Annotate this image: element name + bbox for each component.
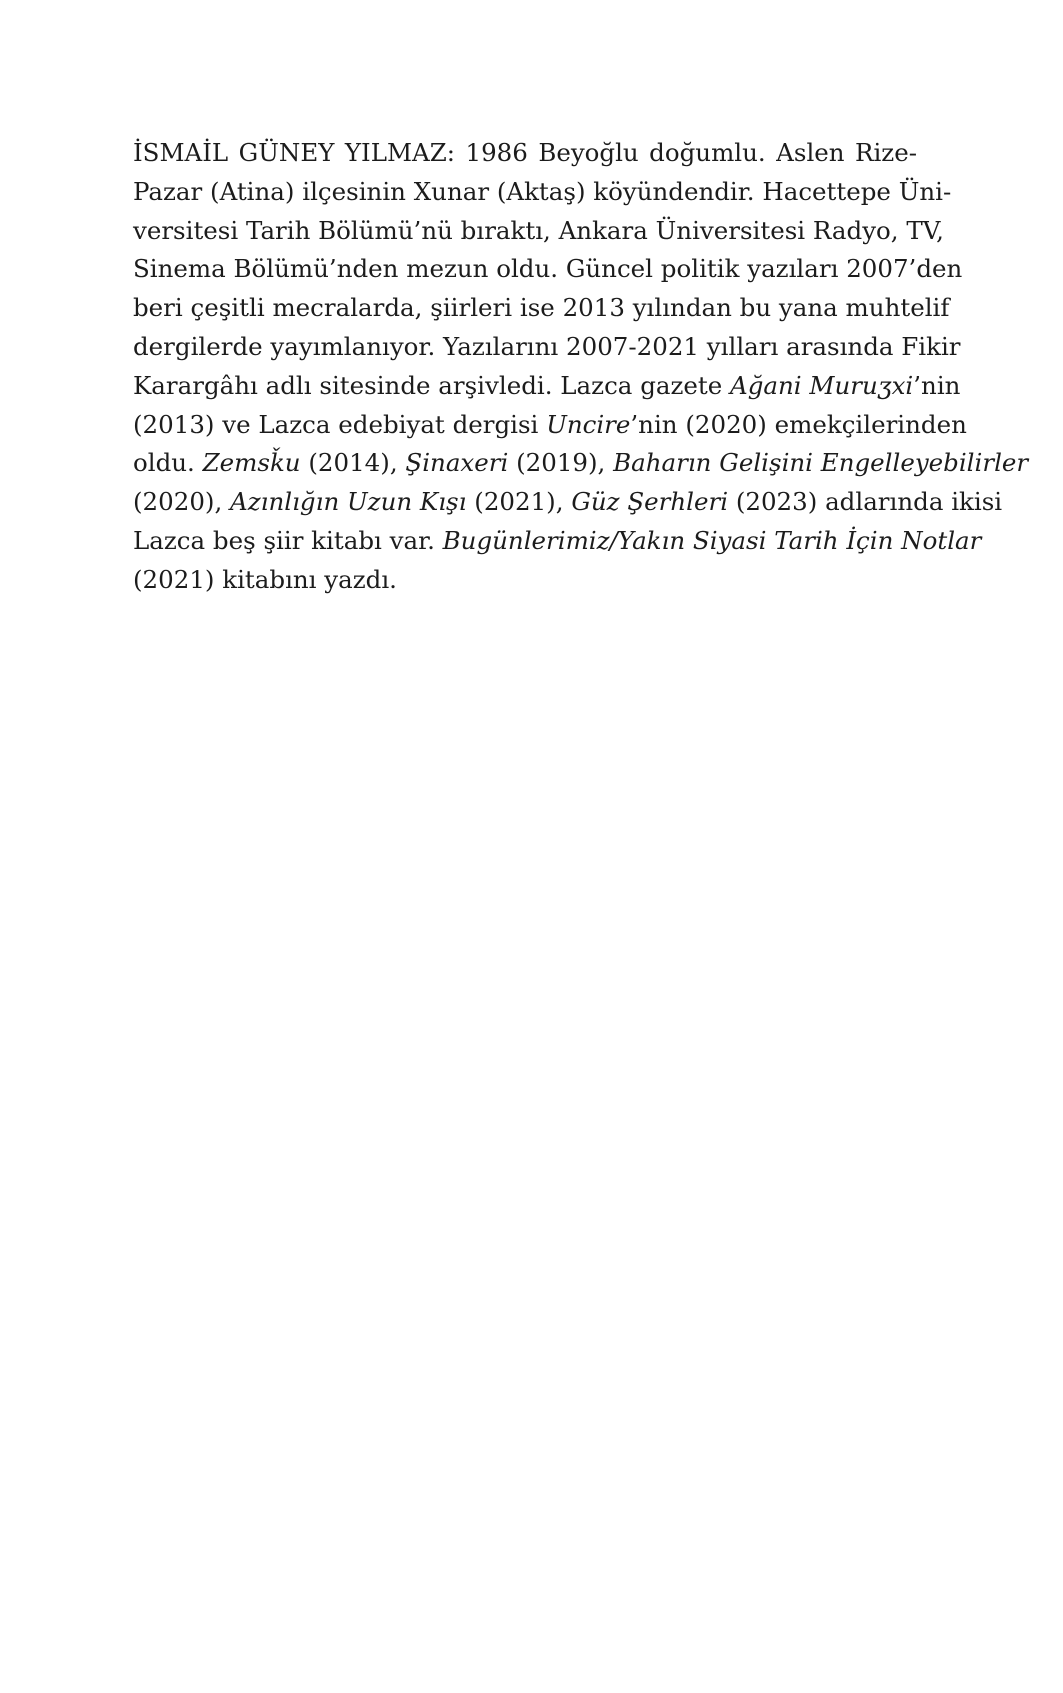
bio-line-5: beri çeşitli mecralarda, şiirleri ise 2013 yılından bu yana muhtelif bbox=[133, 293, 950, 323]
newspaper-title: Ağani Muruʒxi bbox=[730, 370, 914, 400]
magazine-title: Uncire bbox=[546, 409, 631, 439]
bio-line-2: Pazar (Atina) ilçesinin Xunar (Aktaş) köyündendir. Hacettepe Üni- bbox=[133, 176, 952, 206]
bio-line-9: oldu. Zemsǩu (2014), Şinaxeri (2019), Baharın Gelişini Engelleyebilirler bbox=[133, 448, 1029, 478]
bio-line-12: (2021) kitabını yazdı. bbox=[133, 564, 397, 594]
bio-line-3: versitesi Tarih Bölümü’nü bıraktı, Ankara Üniversitesi Radyo, TV, bbox=[133, 215, 944, 245]
bio-line-6: dergilerde yayımlanıyor. Yazılarını 2007-2021 yılları arasında Fikir bbox=[133, 331, 961, 361]
bio-line-11: Lazca beş şiir kitabı var. Bugünlerimiz/Yakın Siyasi Tarih İçin Notlar bbox=[133, 525, 982, 555]
book-title: Şinaxeri bbox=[405, 448, 509, 478]
book-title: Zemsǩu bbox=[202, 448, 301, 478]
book-title: Azınlığın Uzun Kışı bbox=[230, 487, 467, 517]
book-title: Bugünlerimiz/Yakın Siyasi Tarih İçin Notlar bbox=[442, 525, 982, 555]
bio-line-7: Karargâhı adlı sitesinde arşivledi. Lazca gazete Ağani Muruʒxi’nin bbox=[133, 370, 961, 400]
book-title: Güz Şerhleri bbox=[571, 487, 729, 517]
author-name: İSMAİL GÜNEY YILMAZ: bbox=[133, 138, 456, 167]
author-bio-paragraph bbox=[133, 134, 1029, 600]
bio-line-4: Sinema Bölümü’nden mezun oldu. Güncel politik yazıları 2007’den bbox=[133, 254, 963, 284]
book-title: Baharın Gelişini Engelleyebilirler bbox=[613, 448, 1029, 478]
bio-line-8: (2013) ve Lazca edebiyat dergisi Uncire’nin (2020) emekçilerinden bbox=[133, 409, 967, 439]
bio-line-10: (2020), Azınlığın Uzun Kışı (2021), Güz Şerhleri (2023) adlarında ikisi bbox=[133, 487, 1003, 517]
bio-line-1: İSMAİL GÜNEY YILMAZ: 1986 Beyoğlu doğumlu. Aslen Rize- bbox=[133, 138, 917, 167]
